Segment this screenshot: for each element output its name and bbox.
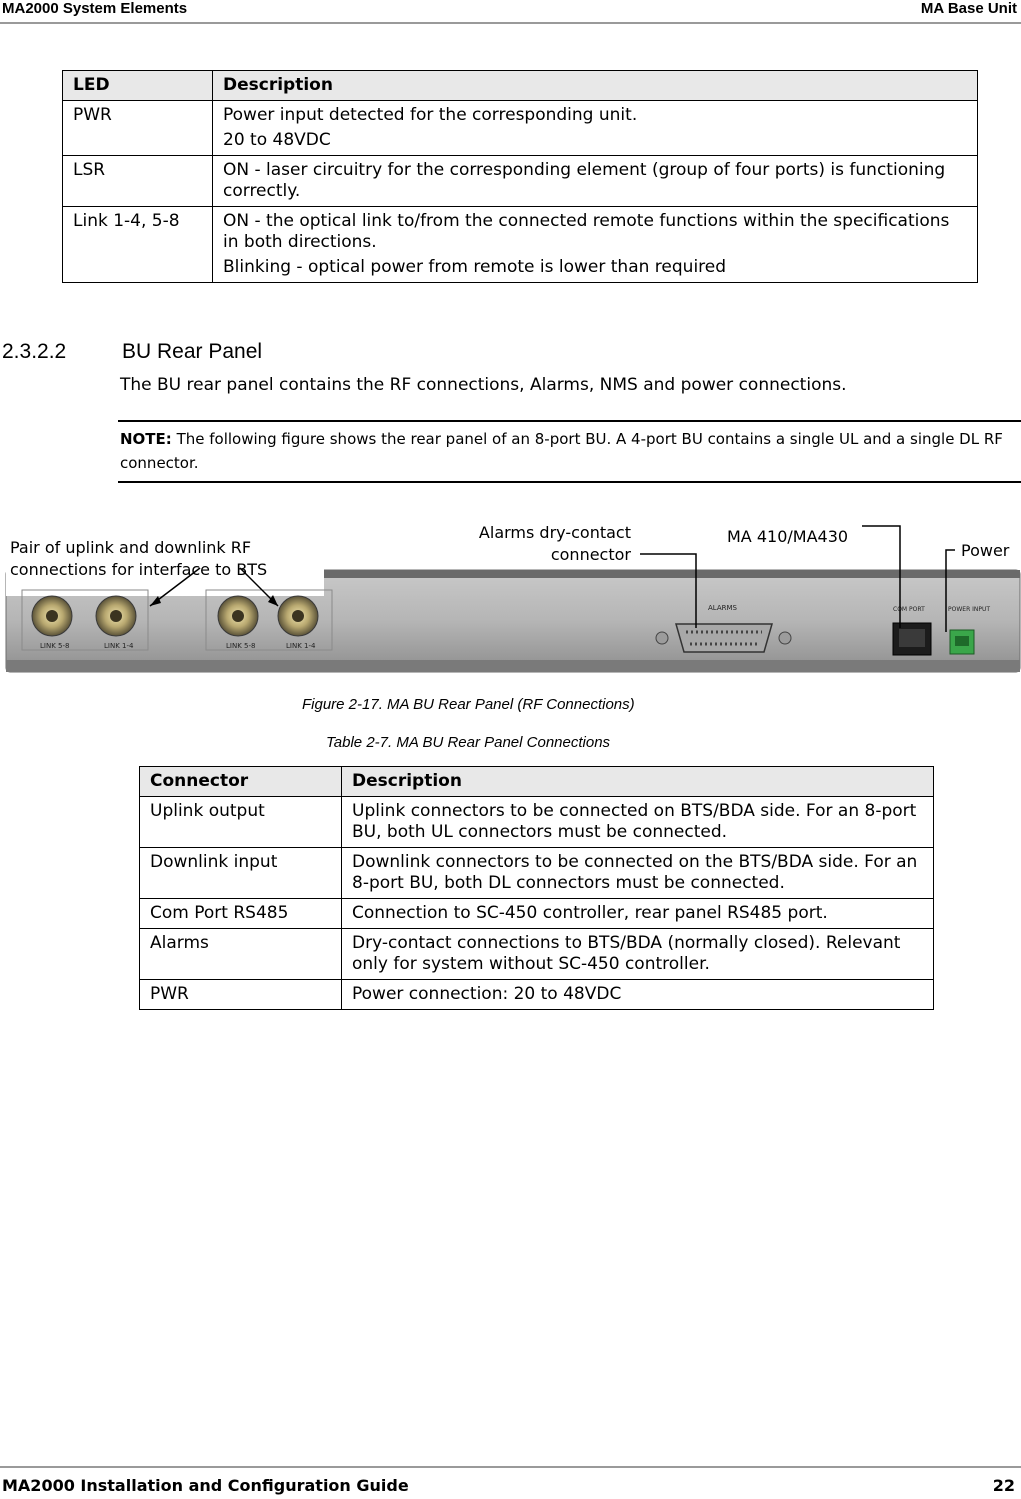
bnc-connector-link58-center [46, 610, 58, 622]
table-cell: Downlink connectors to be connected on the BTS/BDA side. For an 8-port BU, both DL connectors must be connected. [342, 848, 934, 899]
table-cell: Uplink output [140, 797, 342, 848]
com-port-rj45-inner [899, 629, 925, 647]
table-cell [213, 101, 978, 156]
table-cell: Alarms [140, 929, 342, 980]
panel-bottom-edge [6, 660, 1020, 672]
table-row [63, 156, 978, 207]
cell-line: 20 to 48VDC [223, 130, 331, 150]
table-row [140, 797, 934, 848]
table-cell [213, 207, 978, 283]
power-connector-terminal [955, 636, 969, 646]
page-number: 22 [992, 1476, 1015, 1495]
column-header: Description [342, 767, 934, 797]
note-text: The following figure shows the rear panel of an 8-port BU. A 4-port BU contains a single UL and a single DL RF connector. [120, 430, 1003, 472]
dsub-screw-left [656, 632, 668, 644]
table-cell: Link 1-4, 5-8 [63, 207, 213, 283]
dsub-screw-right [779, 632, 791, 644]
figure-caption: Figure 2-17. MA BU Rear Panel (RF Connections) [302, 696, 635, 713]
table-header-row [140, 767, 934, 797]
table-cell: Uplink connectors to be connected on BTS/BDA side. For an 8-port BU, both UL connectors must be connected. [342, 797, 934, 848]
bnc-connector-link58-center [232, 610, 244, 622]
rf-callout-line1: Pair of uplink and downlink RF [10, 538, 252, 557]
led-table [62, 70, 978, 283]
table-cell: Power connection: 20 to 48VDC [342, 980, 934, 1010]
table-row [63, 207, 978, 283]
header-title: MA2000 System Elements [2, 0, 188, 17]
table-cell: Connection to SC-450 controller, rear panel RS485 port. [342, 899, 934, 929]
panel-label: COM PORT [893, 606, 925, 613]
table-row [140, 848, 934, 899]
header-section: MA Base Unit [920, 0, 1017, 17]
column-header: Description [213, 71, 978, 101]
table-cell: PWR [63, 101, 213, 156]
cell-line: ON - laser circuitry for the corresponding element (group of four ports) is functioning correctly. [223, 160, 946, 201]
panel-label: LINK 5-8 [226, 642, 256, 650]
table-cell: PWR [140, 980, 342, 1010]
table-caption: Table 2-7. MA BU Rear Panel Connections [326, 734, 611, 751]
column-header: LED [63, 71, 213, 101]
section-body: The BU rear panel contains the RF connections, Alarms, NMS and power connections. [120, 375, 847, 395]
table-row [140, 929, 934, 980]
ma-callout: MA 410/MA430 [727, 527, 849, 546]
rf-callout-line2: connections for interface to BTS [10, 560, 268, 579]
cell-line: Blinking - optical power from remote is lower than required [223, 257, 727, 277]
table-row [140, 899, 934, 929]
cell-line: Power input detected for the corresponding unit. [223, 105, 638, 125]
alarms-dsub-connector [676, 624, 772, 652]
panel-label: POWER INPUT [948, 606, 991, 613]
panel-label: LINK 5-8 [40, 642, 70, 650]
table-cell: Downlink input [140, 848, 342, 899]
power-callout: Power [961, 541, 1010, 560]
bnc-connector-link14-center [292, 610, 304, 622]
bnc-connector-link14-center [110, 610, 122, 622]
footer-guide-title: MA2000 Installation and Configuration Guide [2, 1476, 409, 1495]
rear-panel-figure [0, 510, 1021, 690]
column-header: Connector [140, 767, 342, 797]
table-cell: Dry-contact connections to BTS/BDA (normally closed). Relevant only for system without SC-450 controller. [342, 929, 934, 980]
cell-line: ON - the optical link to/from the connected remote functions within the specifications in both directions. [223, 211, 950, 252]
page-header [0, 0, 1021, 24]
panel-label: LINK 1-4 [286, 642, 316, 650]
table-row [140, 980, 934, 1010]
table-header-row [63, 71, 978, 101]
section-number: 2.3.2.2 [2, 340, 67, 363]
connections-table [139, 766, 934, 1010]
note-box [118, 420, 1021, 483]
alarms-callout-line1: Alarms dry-contact [478, 523, 631, 542]
panel-label: ALARMS [708, 604, 737, 612]
alarms-callout-line2: connector [550, 545, 631, 564]
table-cell: Com Port RS485 [140, 899, 342, 929]
page-footer [0, 1466, 1021, 1499]
section-title: BU Rear Panel [122, 340, 263, 363]
table-row [63, 101, 978, 156]
table-cell [213, 156, 978, 207]
note-label: NOTE: [120, 430, 172, 448]
table-cell: LSR [63, 156, 213, 207]
panel-label: LINK 1-4 [104, 642, 134, 650]
